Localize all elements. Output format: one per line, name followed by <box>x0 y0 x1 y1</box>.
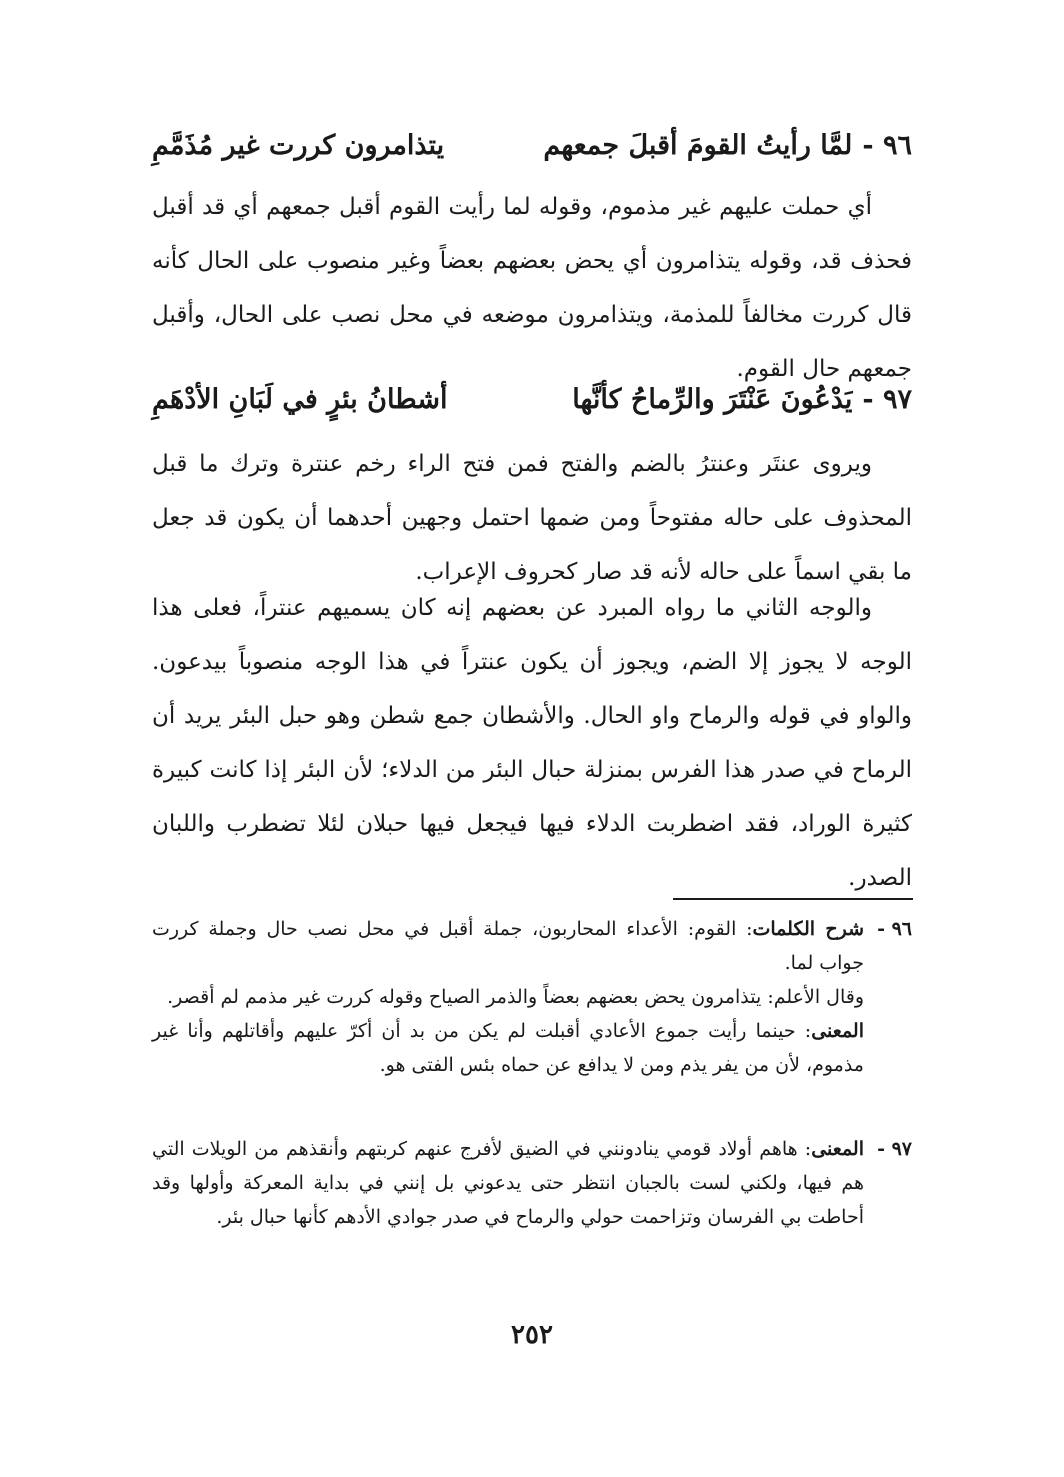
page-number: ٢٥٢ <box>511 1320 553 1350</box>
verse-second-hemistich: يتذامرون كررت غير مُذَمَّمِ <box>152 130 445 161</box>
commentary-paragraph <box>152 437 912 599</box>
verse-96 <box>152 130 912 161</box>
verse-97 <box>152 384 912 415</box>
footnote-label: شرح الكلمات <box>752 918 864 940</box>
commentary-text: أي حملت عليهم غير مذموم، وقوله لما رأيت القوم أقبل جمعهم أي قد أقبل فحذف قد، وقوله يتذامرون أي يحض بعضهم بعضاً وغير منصوب على الحال كأنه قال كررت مخالفاً للمذمة، ويتذامرون موضعه في محل نصب على الحال، وأقبل جمعهم حال القوم. <box>152 194 912 382</box>
verse-second-hemistich: أشطانُ بئرٍ في لَبَانِ الأدْهَمِ <box>152 384 448 415</box>
commentary-paragraph <box>152 180 912 396</box>
footnote-separator <box>673 898 913 900</box>
footnote-number: ٩٦ - <box>877 918 912 940</box>
footnote-line <box>152 1014 864 1082</box>
footnote-text: : هاهم أولاد قومي ينادونني في الضيق لأفرج عنهم كربتهم وأنقذهم من الويلات التي هم فيها، ولكني لست بالجبان انتظر حتى يدعوني بل إنني في بداية المعركة وأولها وقد أحاطت بي الفرسان وتزاحمت حولي والرماح في صدر جوادي الأدهم كأنها حبال بئر. <box>152 1138 864 1228</box>
commentary-text: ويروى عنتَر وعنترُ بالضم والفتح فمن فتح الراء رخم عنترة وترك ما قبل المحذوف على حاله مفتوحاً ومن ضمها احتمل وجهين أحدهما أن يكون قد جعل ما بقي اسماً على حاله لأنه قد صار كحروف الإعراب. <box>152 451 912 585</box>
footnote-96 <box>152 912 912 1082</box>
footnote-text: وقال الأعلم: يتذامرون يحض بعضهم بعضاً والذمر الصياح وقوله كررت غير مذمم لم أقصر. <box>167 986 864 1008</box>
footnote-number: ٩٧ - <box>877 1138 912 1160</box>
footnote-line <box>152 1132 864 1234</box>
footnote-label: المعنى <box>811 1138 864 1160</box>
verse-first-hemistich: لمَّا رأيتُ القومَ أقبلَ جمعهم <box>543 130 853 161</box>
footnote-97 <box>152 1132 912 1234</box>
commentary-text: والوجه الثاني ما رواه المبرد عن بعضهم إنه كان يسميهم عنتراً، فعلى هذا الوجه لا يجوز إلا الضم، ويجوز أن يكون عنتراً في هذا الوجه منصوباً بيدعون. والواو في قوله والرماح واو الحال. والأشطان جمع شطن وهو حبل البئر يريد أن الرماح في صدر هذا الفرس بمنزلة حبال البئر من الدلاء؛ لأن البئر إذا كانت كبيرة كثيرة الوراد، فقد اضطربت الدلاء فيها فيجعل فيها حبلان لئلا تضطرب واللبان الصدر. <box>152 595 912 891</box>
verse-number: ٩٧ - <box>862 384 912 415</box>
footnote-text: : حينما رأيت جموع الأعادي أقبلت لم يكن من بد أن أكرّ عليهم وأقاتلهم وأنا غير مذموم، لأن من يفر يذم ومن لا يدافع عن حماه بئس الفتى هو. <box>152 1020 864 1076</box>
verse-number: ٩٦ - <box>862 130 912 161</box>
commentary-paragraph <box>152 581 912 905</box>
footnote-line <box>152 912 864 980</box>
footnote-text: : القوم: الأعداء المحاربون، جملة أقبل في محل نصب حال وجملة كررت جواب لما. <box>152 918 864 974</box>
verse-first-hemistich: يَدْعُونَ عَنْتَرَ والرِّماحُ كأنَّها <box>572 384 853 415</box>
footnote-label: المعنى <box>811 1020 864 1042</box>
